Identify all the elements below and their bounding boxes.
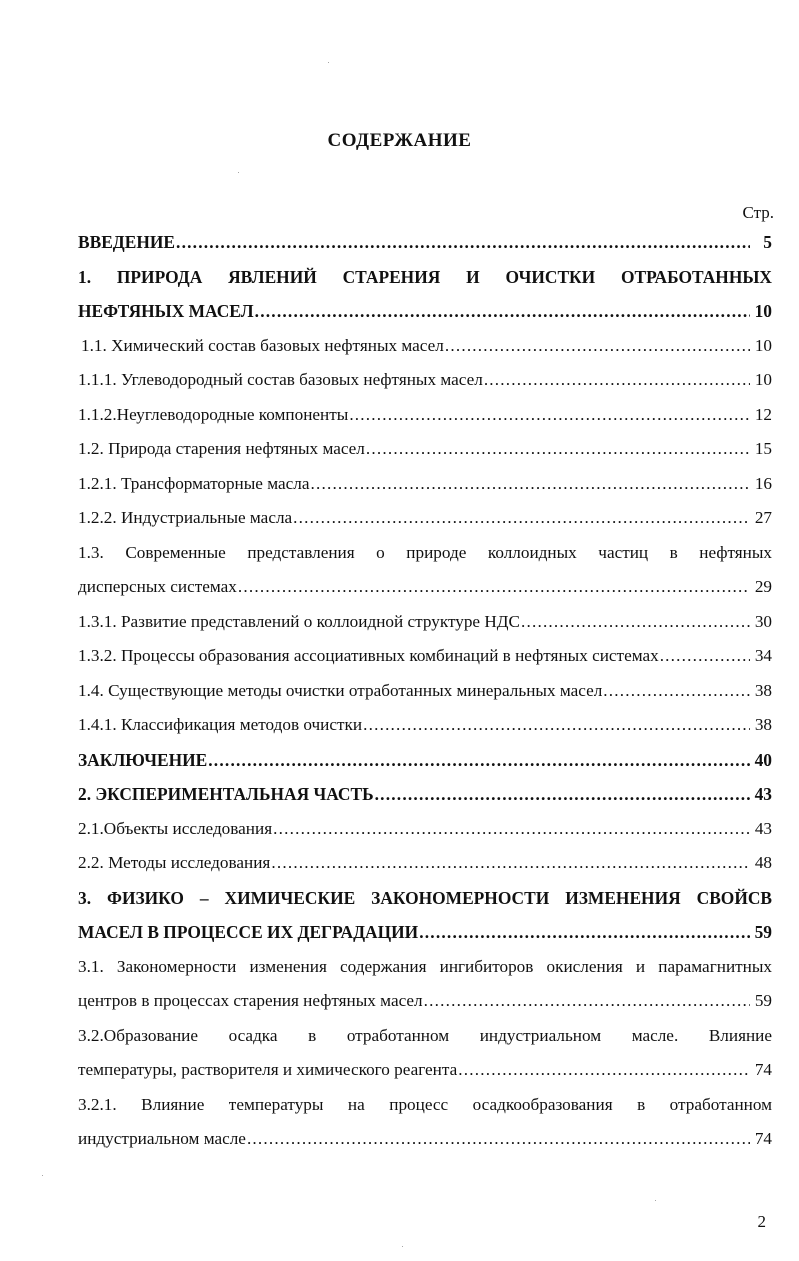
- dot-leader: [366, 439, 750, 459]
- toc-entry-label: 1.1.1. Углеводородный состав базовых нефтяных масел: [78, 370, 483, 389]
- toc-entry-label: 1.3.2. Процессы образования ассоциативных комбинаций в нефтяных системах: [78, 646, 659, 665]
- toc-entry-label: 1.1.2.Неуглеводородные компоненты: [78, 404, 349, 424]
- toc-entry: [78, 922, 772, 957]
- toc-entry-label: 3.2.1. Влияние температуры на процесс осадкообразования в отработанном: [78, 1094, 772, 1114]
- toc-entry-label: 3. ФИЗИКО – ХИМИЧЕСКИЕ ЗАКОНОМЕРНОСТИ ИЗМЕНЕНИЯ СВОЙСВ: [78, 887, 772, 908]
- toc-entry-page: 15: [754, 439, 772, 458]
- toc-entry: [78, 888, 772, 923]
- scan-speck: [655, 1200, 656, 1201]
- toc-entry-label: МАСЕЛ В ПРОЦЕССЕ ИХ ДЕГРАДАЦИИ: [78, 922, 419, 942]
- toc-entry: [78, 508, 772, 543]
- toc-entry-label: 1.4.1. Классификация методов очистки: [78, 715, 363, 734]
- toc-entry: [78, 646, 772, 681]
- dot-leader: [375, 784, 750, 805]
- dot-leader: [293, 508, 750, 528]
- toc-entry-page: 12: [754, 404, 772, 424]
- toc-entry-page: 38: [754, 680, 772, 700]
- toc-entry-page: 27: [754, 508, 772, 527]
- toc-entry: [78, 612, 772, 647]
- toc-entry: [78, 1026, 772, 1061]
- dot-leader: [603, 681, 750, 701]
- toc-entry: [78, 1060, 772, 1095]
- toc-entry-page: 16: [754, 473, 772, 493]
- toc-entry-page: 40: [754, 749, 772, 770]
- toc-entry-label: 1.2.2. Индустриальные масла: [78, 508, 293, 527]
- toc-entry-page: 43: [754, 784, 772, 804]
- toc-entry-label: 2. ЭКСПЕРИМЕНТАЛЬНАЯ ЧАСТЬ: [78, 784, 374, 804]
- toc-entry: [78, 577, 772, 612]
- toc-entry: [78, 474, 772, 509]
- toc-entry: [78, 991, 772, 1026]
- dot-leader: [424, 991, 750, 1011]
- toc-entry-label: 2.1.Объекты исследования: [78, 818, 273, 838]
- toc-entry: [78, 439, 772, 474]
- toc-entry-label: дисперсных системах: [78, 577, 237, 596]
- toc-entry: [78, 543, 772, 578]
- toc-entry: [78, 370, 772, 405]
- page-number: 2: [757, 1212, 766, 1231]
- toc-entry-label: 1.3. Современные представления о природе коллоидных частиц в нефтяных: [78, 542, 772, 562]
- toc-entry-label: ЗАКЛЮЧЕНИЕ: [78, 749, 208, 770]
- toc-entry-label: температуры, растворителя и химического реагента: [78, 1060, 458, 1079]
- scan-speck: [402, 1246, 403, 1247]
- dot-leader: [255, 301, 750, 322]
- toc-entry-label: 2.2. Методы исследования: [78, 853, 271, 872]
- dot-leader: [349, 405, 750, 425]
- toc-entry-page: 48: [754, 853, 772, 872]
- dot-leader: [363, 715, 750, 735]
- toc-entry: [78, 405, 772, 440]
- toc-entry-label: 1.4. Существующие методы очистки отработанных минеральных масел: [78, 680, 603, 700]
- toc-entry-label: 1. ПРИРОДА ЯВЛЕНИЙ СТАРЕНИЯ И ОЧИСТКИ ОТРАБОТАННЫХ: [78, 266, 772, 287]
- toc-entry-page: 30: [754, 611, 772, 631]
- scan-speck: [328, 62, 329, 63]
- scan-speck: [238, 172, 239, 173]
- toc-entry-page: 74: [754, 1060, 772, 1079]
- dot-leader: [238, 577, 750, 597]
- toc-entry-page: 5: [763, 232, 772, 252]
- toc-entry: [78, 819, 772, 854]
- toc-entry: [78, 750, 772, 785]
- toc-entry: [78, 1129, 772, 1164]
- toc-entry-label: 1.2.1. Трансформаторные масла: [78, 473, 310, 493]
- toc-entry-page: 10: [754, 370, 772, 389]
- dot-leader: [273, 819, 750, 839]
- toc-entry-label: ВВЕДЕНИЕ: [78, 232, 176, 252]
- toc-entry-page: 29: [754, 577, 772, 596]
- dot-leader: [458, 1060, 750, 1080]
- scan-speck: [42, 1175, 43, 1176]
- toc-entry-page: 10: [754, 301, 772, 321]
- toc-entry-page: 43: [754, 818, 772, 838]
- toc-entry: [78, 681, 772, 716]
- dot-leader: [521, 612, 750, 632]
- toc-entry-page: 10: [754, 335, 772, 355]
- dot-leader: [484, 370, 750, 390]
- dot-leader: [247, 1129, 750, 1149]
- dot-leader: [176, 232, 750, 253]
- toc-entry-page: 38: [754, 715, 772, 734]
- page-title: СОДЕРЖАНИЕ: [327, 130, 472, 151]
- dot-leader: [660, 646, 750, 666]
- dot-leader: [271, 853, 750, 873]
- table-of-contents: [78, 232, 772, 1164]
- toc-entry: [78, 336, 772, 371]
- dot-leader: [445, 336, 750, 356]
- dot-leader: [419, 922, 750, 943]
- toc-entry: [78, 715, 772, 750]
- dot-leader: [208, 750, 750, 771]
- toc-entry: [78, 301, 772, 336]
- toc-entry-page: 34: [754, 646, 772, 665]
- toc-entry-page: 74: [754, 1129, 772, 1148]
- toc-entry: [78, 267, 772, 302]
- toc-entry-label: индустриальном масле: [78, 1129, 246, 1148]
- toc-entry: [78, 853, 772, 888]
- toc-entry-label: 1.2. Природа старения нефтяных масел: [78, 439, 365, 458]
- toc-entry-label: 3.2.Образование осадка в отработанном индустриальном масле. Влияние: [78, 1025, 772, 1045]
- toc-entry: [78, 784, 772, 819]
- toc-entry-label: центров в процессах старения нефтяных масел: [78, 991, 423, 1010]
- page-column-label: Стр.: [742, 203, 774, 222]
- toc-entry-label: 1.1. Химический состав базовых нефтяных масел: [81, 335, 444, 355]
- toc-entry-page: 59: [754, 991, 772, 1010]
- toc-entry-label: 3.1. Закономерности изменения содержания ингибиторов окисления и парамагнитных: [78, 956, 772, 976]
- toc-entry-label: НЕФТЯНЫХ МАСЕЛ: [78, 301, 254, 321]
- toc-entry: [78, 957, 772, 992]
- dot-leader: [310, 474, 750, 494]
- toc-entry: [78, 232, 772, 267]
- toc-entry: [78, 1095, 772, 1130]
- toc-entry-page: 59: [754, 922, 772, 942]
- toc-entry-label: 1.3.1. Развитие представлений о коллоидной структуре НДС: [78, 611, 520, 631]
